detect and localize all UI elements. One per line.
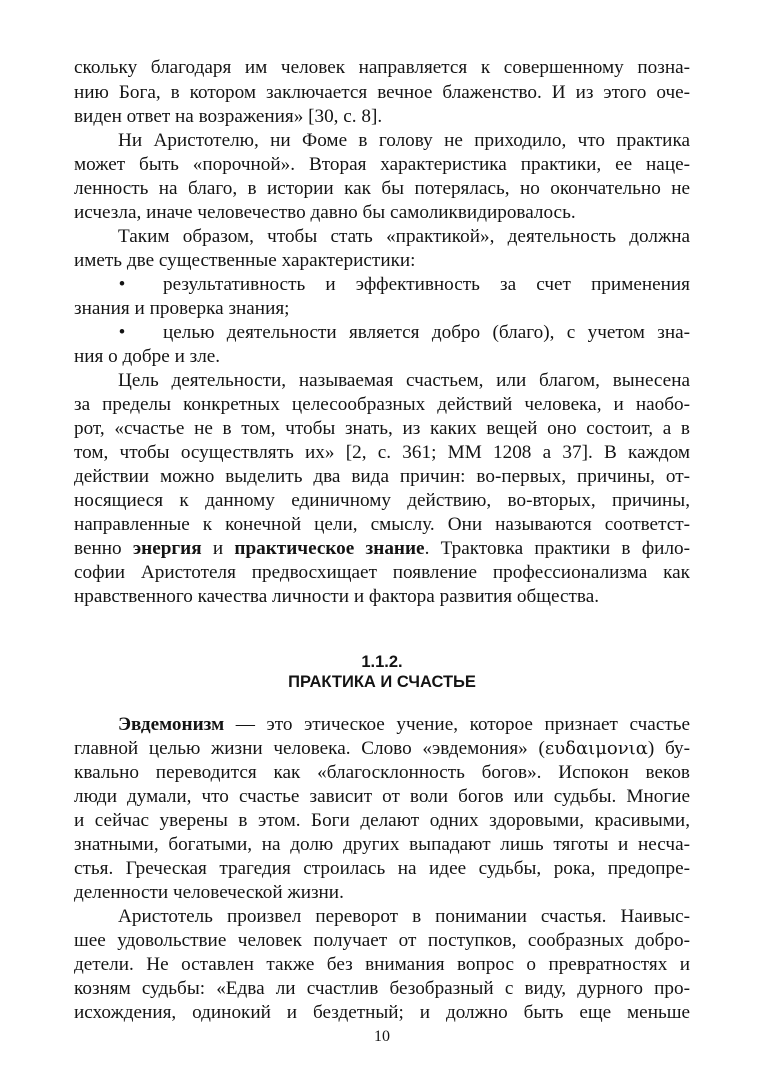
paragraph-line: нию Бога, в котором заключается вечное блаженство. И из этого оче- <box>74 82 690 103</box>
bullet-line: целью деятельности является добро (благо), с учетом зна- <box>163 322 690 343</box>
paragraph-line <box>74 737 690 761</box>
paragraph-line: рот, «счастье не в том, чтобы знать, из каких вещей оно состоит, а в <box>74 418 690 439</box>
bold-term-eudaemonism: Эвдемонизм <box>118 714 225 735</box>
paragraph-line: направленные к конечной цели, смыслу. Они называются соответст- <box>74 514 690 535</box>
paragraph-line: Аристотель произвел переворот в понимании счастья. Наивыс- <box>118 906 690 927</box>
paragraph-line: Цель деятельности, называемая счастьем, или благом, вынесена <box>118 370 690 391</box>
paragraph-line: люди думали, что счастье зависит от воли богов или судьбы. Многие <box>74 786 690 807</box>
greek-word: ευδαιμονια <box>544 738 648 759</box>
paragraph-line: шее удовольствие человек получает от поступков, сообразных добро- <box>74 930 690 951</box>
text-run: ) бу- <box>647 738 690 759</box>
text-run: главной целью жизни человека. Слово «эвдемония» ( <box>74 738 545 759</box>
section-number: 1.1.2. <box>361 653 403 671</box>
paragraph-line: софии Аристотеля предвосхищает появление профессионализма как <box>74 562 690 583</box>
text-run: и <box>201 538 235 559</box>
text-run: венно <box>74 538 133 559</box>
paragraph-line: виден ответ на возражения» [30, с. 8]. <box>74 106 383 127</box>
paragraph-line: деленности человеческой жизни. <box>74 882 344 903</box>
paragraph-line: ленность на благо, в истории как бы потерялась, но окончательно не <box>74 178 690 199</box>
paragraph-line: исхождения, одинокий и бездетный; и должно быть еще меньше <box>74 1002 690 1023</box>
page-number: 10 <box>374 1028 390 1045</box>
paragraph-line: квально переводится как «благосклонность богов». Испокон веков <box>74 762 690 783</box>
paragraph-line: скольку благодаря им человек направляется к совершенному позна- <box>74 57 690 78</box>
bold-term-practical-knowledge: практическое знание <box>234 538 425 559</box>
bullet-marker: • <box>118 274 126 295</box>
paragraph-line: том, чтобы осуществлять их» [2, с. 361; ММ 1208 а 37]. В каждом <box>74 442 690 463</box>
paragraph-line: иметь две существенные характеристики: <box>74 250 416 271</box>
paragraph-line: Ни Аристотелю, ни Фоме в голову не приходило, что практика <box>118 130 690 151</box>
paragraph-line: действии можно выделить два вида причин: во-первых, причины, от- <box>74 466 690 487</box>
paragraph-line: Таким образом, чтобы стать «практикой», деятельность должна <box>118 226 690 247</box>
bold-term-energy: энергия <box>132 538 202 559</box>
paragraph-line: знатными, богатыми, на долю других выпадают лишь тяготы и несча- <box>74 834 690 855</box>
paragraph-line: может быть «порочной». Вторая характеристика практики, ее наце- <box>74 154 690 175</box>
paragraph-line: за пределы конкретных целесообразных действий человека, и наобо- <box>74 394 690 415</box>
paragraph-line: стья. Греческая трагедия строилась на идее судьбы, рока, предопре- <box>74 858 690 879</box>
paragraph-line: носящиеся к данному единичному действию, во-вторых, причины, <box>74 490 690 511</box>
paragraph-line <box>118 713 690 737</box>
text-run: . Трактовка практики в фило- <box>424 538 691 559</box>
bullet-marker: • <box>118 322 126 343</box>
section-title: ПРАКТИКА И СЧАСТЬЕ <box>288 673 476 691</box>
text-run: — это этическое учение, которое признает счастье <box>224 714 690 735</box>
paragraph-line <box>74 537 690 561</box>
paragraph-line: исчезла, иначе человечество давно бы самоликвидировалось. <box>74 202 576 223</box>
paragraph-line: козням судьбы: «Едва ли счастлив безобразный с виду, дурного про- <box>74 978 690 999</box>
paragraph-line: детели. Не оставлен также без внимания вопрос о превратностях и <box>74 954 690 975</box>
bullet-line: результативность и эффективность за счет применения <box>163 274 690 295</box>
paragraph-line: нравственного качества личности и фактора развития общества. <box>74 586 600 607</box>
paragraph-line: и сейчас уверены в этом. Боги делают одних здоровыми, красивыми, <box>74 810 690 831</box>
bullet-line: знания и проверка знания; <box>74 298 290 319</box>
bullet-line: ния о добре и зле. <box>74 346 221 367</box>
